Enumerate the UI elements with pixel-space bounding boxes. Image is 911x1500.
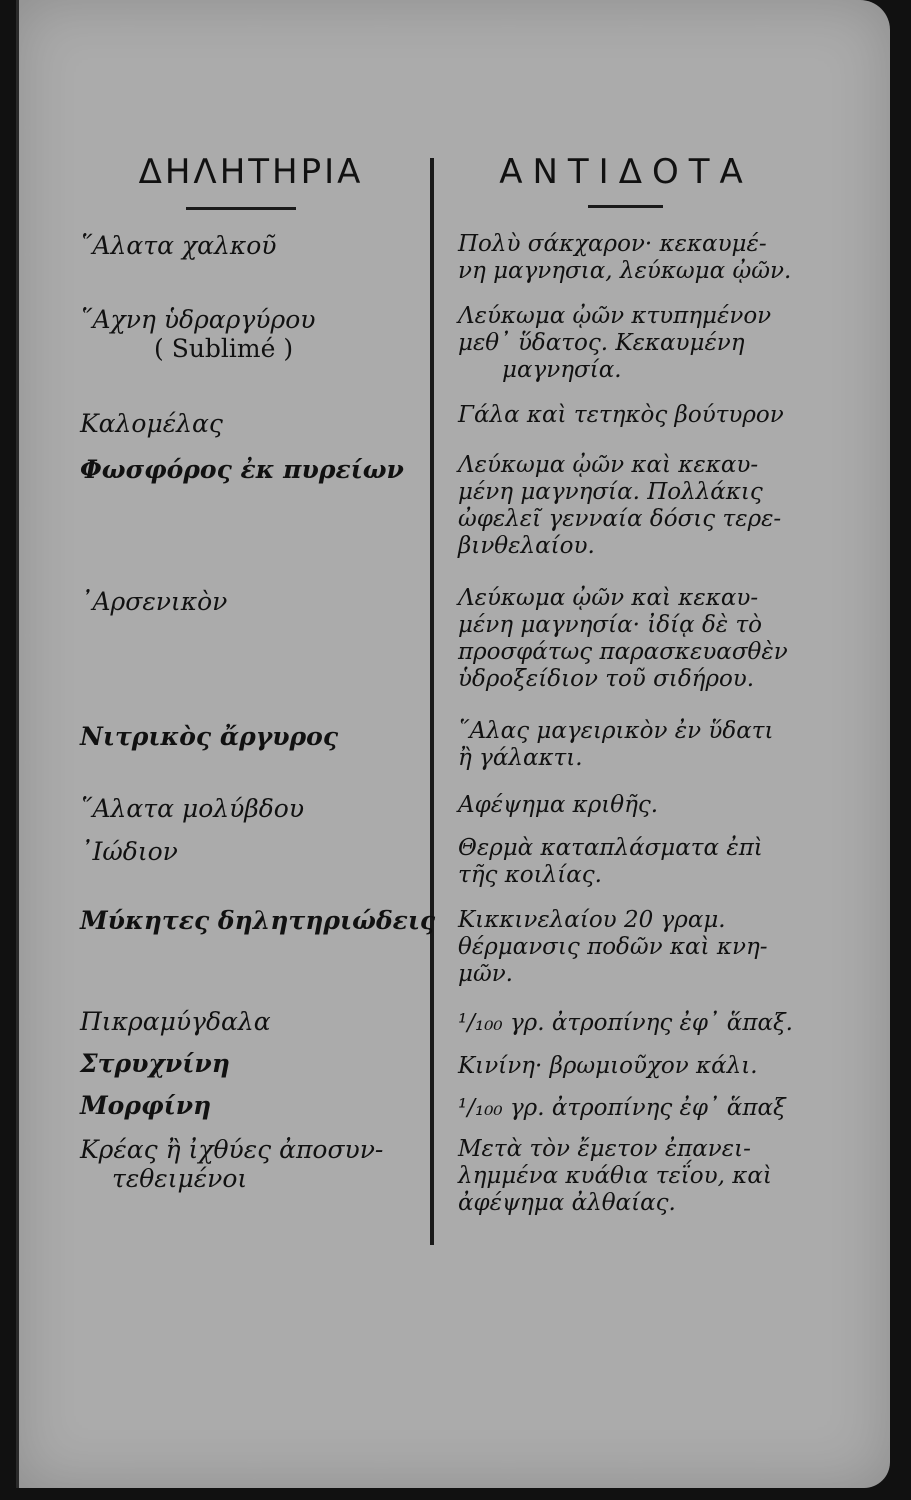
antidote-line: νη μαγνησια, λεύκωμα ᾠῶν. [458, 258, 792, 284]
antidote-line: Γάλα καὶ τετηκὸς βούτυρον [458, 402, 784, 428]
antidote-calomel [458, 402, 833, 429]
antidote-line: Κικκινελαίου 20 γραμ. [458, 907, 726, 933]
antidote-arsenic [458, 585, 833, 693]
book-page [16, 0, 890, 1488]
antidote-line: ἀφέψημα ἀλθαίας. [458, 1190, 676, 1216]
antidote-iodine [458, 835, 833, 889]
poisons-heading: ΔΗΛΗΤΗΡΙΑ [138, 152, 364, 192]
antidote-line: Μετὰ τὸν ἔμετον ἐπανει- [458, 1136, 751, 1162]
antidote-line: μένη μαγνησία· ἰδίᾳ δὲ τὸ [458, 612, 763, 638]
poison-calomel: Καλομέλας [80, 409, 223, 438]
poison-silver-nitrate: Νιτρικὸς ἄργυρος [80, 722, 339, 751]
antidote-line: προσφάτως παρασκευασθὲν [458, 639, 788, 665]
antidote-line: μεθ᾽ ὕδατος. Κεκαυμένη [458, 330, 745, 356]
antidote-mushrooms [458, 907, 833, 988]
antidote-spoiled-meat-fish [458, 1136, 833, 1217]
antidote-strychnine [458, 1053, 833, 1080]
poison-arsenic: ᾿Αρσενικὸν [80, 587, 228, 616]
antidote-line: θέρμανσις ποδῶν καὶ κνη- [458, 934, 768, 960]
antidote-line: Κινίνη· βρωμιοῦχον κάλι. [458, 1053, 758, 1079]
poison-mercury-sublimate: ῞Αχνη ὑδραργύρου [80, 305, 316, 334]
poison-sublimate-note: ( Sublimé ) [154, 334, 294, 363]
antidote-line: Θερμὰ καταπλάσματα ἐπὶ [458, 835, 763, 861]
antidote-line: μαγνησία. [502, 357, 622, 383]
antidote-line: Αφέψημα κριθῆς. [458, 792, 659, 818]
antidote-line: ῞Αλας μαγειρικὸν ἐν ὕδατι [458, 718, 774, 744]
poison-mushrooms: Μύκητες δηλητηριώδεις [80, 906, 436, 935]
antidote-line: βινθελαίου. [458, 533, 595, 559]
antidote-silver-nitrate [458, 718, 833, 772]
poison-bitter-almonds: Πικραμύγδαλα [80, 1007, 271, 1036]
antidote-lead [458, 792, 833, 819]
poison-morphine: Μορφίνη [80, 1091, 212, 1120]
antidote-line: μῶν. [458, 961, 513, 987]
poison-strychnine: Στρυχνίνη [80, 1049, 230, 1078]
antidote-mercury [458, 303, 833, 384]
poison-spoiled-meat-fish-cont: τεθειμένοι [112, 1164, 248, 1193]
antidote-line: Πολὺ σάκχαρον· κεκαυμέ- [458, 231, 767, 257]
page-edge [16, 0, 19, 1488]
poison-spoiled-meat-fish: Κρέας ἢ ἰχθύες ἀποσυν- [80, 1135, 384, 1164]
antidote-copper [458, 231, 833, 285]
antidote-line: ὠφελεῖ γενναία δόσις τερε- [458, 506, 782, 532]
antidote-bitter-almonds [458, 1010, 833, 1037]
antidote-line: μένη μαγνησία. Πολλάκις [458, 479, 763, 505]
antidote-line: Λεύκωμα ᾠῶν καὶ κεκαυ- [458, 452, 759, 478]
poisons-heading-rule [186, 207, 296, 210]
antidote-line: ¹/₁₀₀ γρ. ἀτροπίνης ἐφ᾽ ἅπαξ [458, 1095, 786, 1121]
antidote-line: ἢ γάλακτι. [458, 745, 583, 771]
antidotes-heading: ΑΝΤΙΔΟΤΑ [499, 152, 753, 192]
antidote-line: ὑδροξείδιον τοῦ σιδήρου. [458, 666, 755, 692]
antidote-phosphorus [458, 452, 833, 560]
antidote-morphine [458, 1095, 833, 1122]
column-divider [430, 158, 434, 1245]
antidotes-heading-rule [588, 205, 663, 208]
antidote-line: λημμένα κυάθια τεΐου, καὶ [458, 1163, 772, 1189]
poison-copper-salts: ῞Αλατα χαλκοῦ [80, 231, 277, 260]
poison-phosphorus: Φωσφόρος ἐκ πυρείων [80, 455, 404, 484]
antidote-line: Λεύκωμα ᾠῶν καὶ κεκαυ- [458, 585, 759, 611]
poison-lead-salts: ῞Αλατα μολύβδου [80, 794, 305, 823]
antidote-line: ¹/₁₀₀ γρ. ἀτροπίνης ἐφ᾽ ἅπαξ. [458, 1010, 793, 1036]
poison-iodine: ᾿Ιώδιον [80, 837, 178, 866]
antidote-line: Λεύκωμα ᾠῶν κτυπημένον [458, 303, 772, 329]
antidote-line: τῆς κοιλίας. [458, 862, 602, 888]
